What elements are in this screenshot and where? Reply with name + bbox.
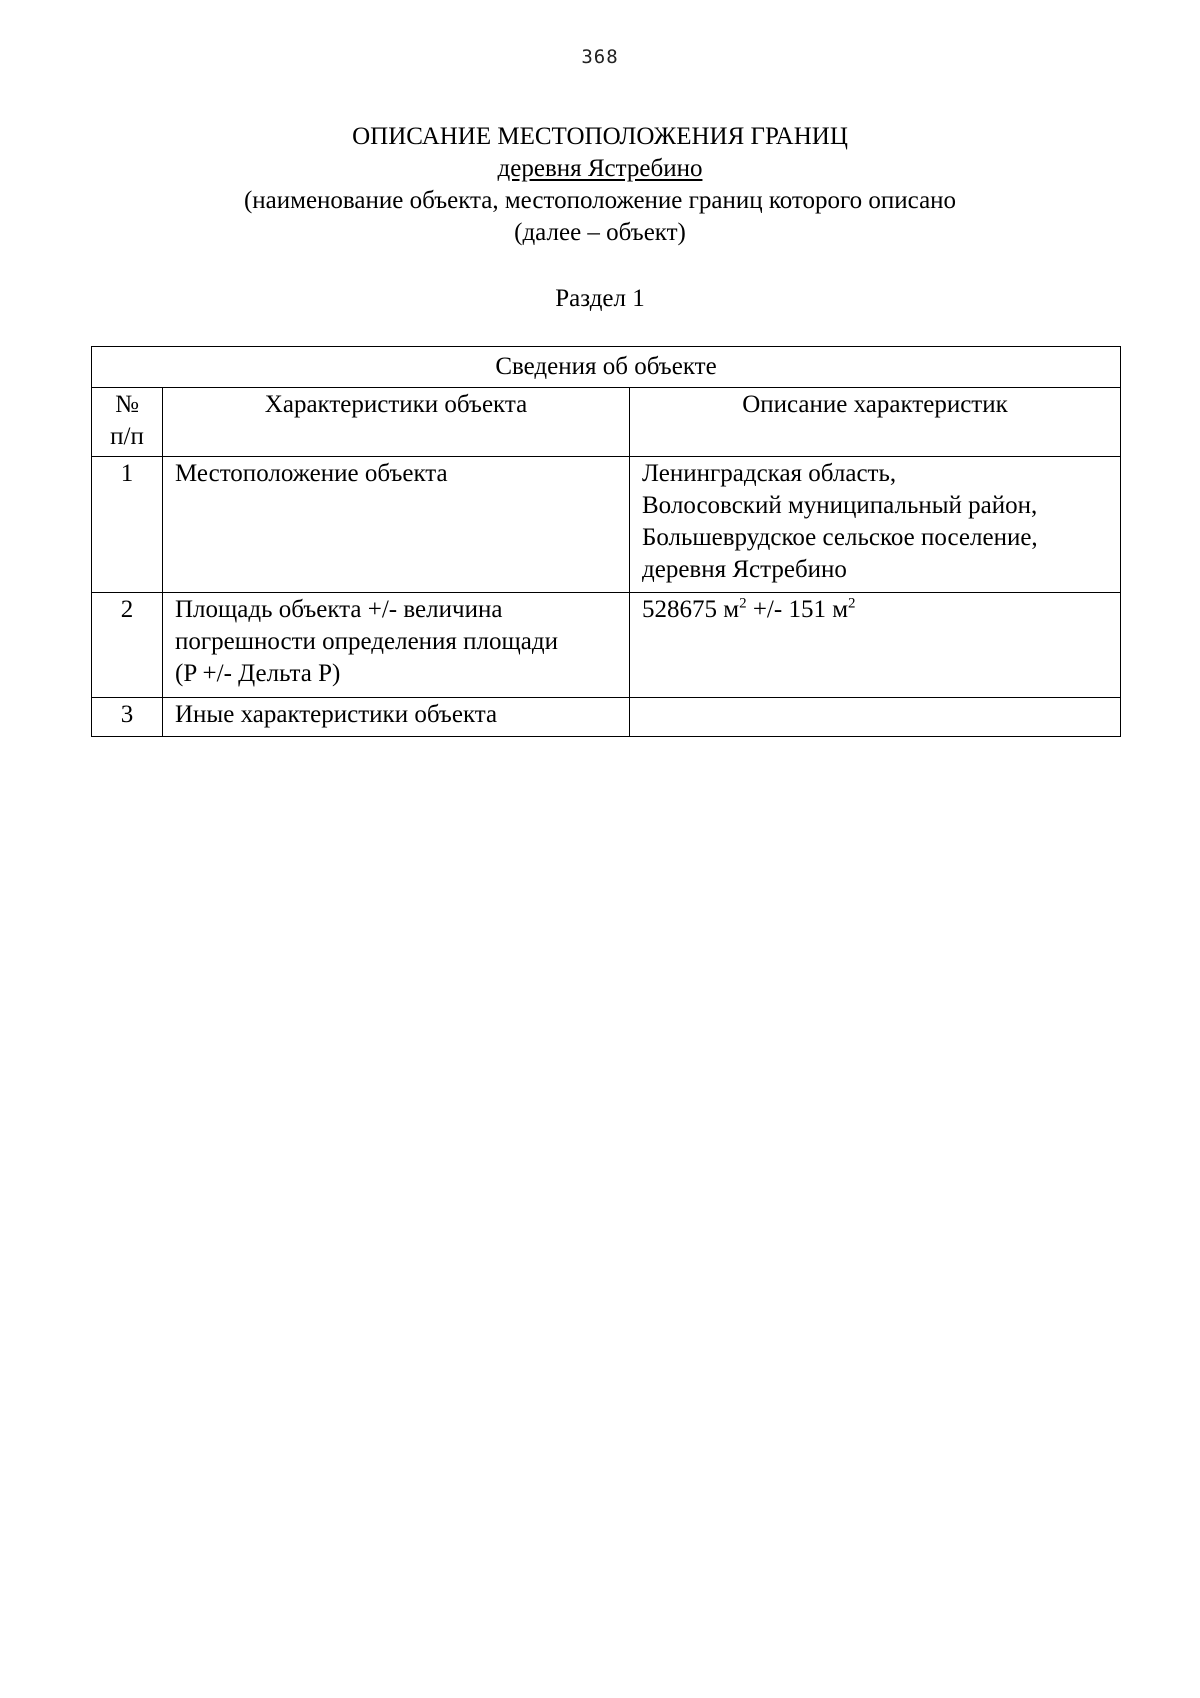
table-header-row [92, 388, 1121, 457]
object-name: деревня Ястребино [497, 155, 703, 182]
row-number: 1 [92, 457, 163, 593]
object-name-caption: (наименование объекта, местоположение границ которого описано [243, 187, 957, 214]
page-number: 368 [581, 46, 619, 68]
column-header-characteristic: Характеристики объекта [163, 388, 630, 457]
area-value: 528675 м [642, 596, 740, 623]
characteristic-text: Иные характеристики объекта [175, 701, 498, 728]
row-characteristic [163, 457, 630, 593]
table-row [92, 698, 1121, 737]
row-number: 3 [92, 698, 163, 737]
row-characteristic [163, 593, 630, 698]
document-heading [0, 121, 1200, 249]
description-line: Волосовский муниципальный район, [642, 492, 1038, 519]
characteristic-text: Местоположение объекта [175, 460, 448, 487]
table-row [92, 593, 1121, 698]
row-description-empty [630, 698, 1121, 737]
table-caption-row [92, 347, 1121, 388]
object-info-table [91, 346, 1121, 737]
column-header-number-abbr: п/п [110, 423, 144, 450]
table-row [92, 457, 1121, 593]
row-number: 2 [92, 593, 163, 698]
row-characteristic [163, 698, 630, 737]
area-tolerance: +/- 151 м [746, 596, 849, 623]
section-label: Раздел 1 [555, 285, 645, 312]
characteristic-text: Площадь объекта +/- величина [175, 596, 503, 623]
document-title: ОПИСАНИЕ МЕСТОПОЛОЖЕНИЯ ГРАНИЦ [352, 123, 848, 150]
characteristic-text: (P +/- Дельта P) [175, 660, 341, 687]
area-unit-exponent: 2 [739, 595, 747, 612]
characteristic-text: погрешности определения площади [175, 628, 558, 655]
column-header-number-symbol: № [115, 391, 139, 418]
description-line: Большеврудское сельское поселение, [642, 524, 1038, 551]
tolerance-unit-exponent: 2 [848, 595, 856, 612]
description-line: Ленинградская область, [642, 460, 897, 487]
row-description [630, 457, 1121, 593]
object-name-caption-continued: (далее – объект) [514, 219, 686, 246]
column-header-number [92, 388, 163, 457]
row-description [630, 593, 1121, 698]
table-caption: Сведения об объекте [92, 347, 1121, 388]
description-line: деревня Ястребино [642, 556, 847, 583]
column-header-description: Описание характеристик [630, 388, 1121, 457]
